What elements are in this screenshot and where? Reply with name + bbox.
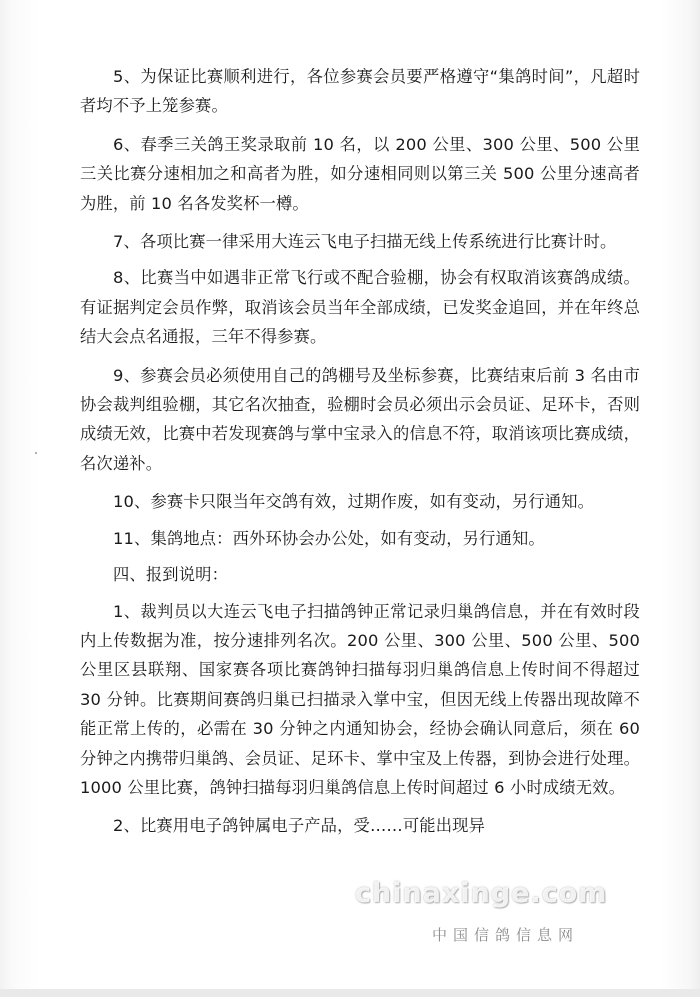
registration-paragraph-1: 1、裁判员以大连云飞电子扫描鸽钟正常记录归巢鸽信息，并在有效时段内上传数据为准，按分速排列名次。200 公里、300 公里、500 公里、500 公里区县联翔、国家赛各项比赛鸽钟扫描每羽归巢鸽信息上传时间不得超过 30 分钟。比赛期间赛鸽归巢已扫描录入掌中宝，但因无线上传器出现故障不能正常上传的，必需在 30 分钟之内通知协会，经协会确认同意后，须在 60 分钟之内携带归巢鸽、会员证、足环卡、掌中宝及上传器，到协会进行处理。1000 公里比赛，鸽钟扫描每羽归巢鸽信息上传时间超过 6 小时成绩无效。 [80,601,640,797]
rule-paragraph-8: 8、比赛当中如遇非正常飞行或不配合验棚，协会有权取消该赛鸽成绩。有证据判定会员作弊，取消该会员当年全部成绩，已发奖金追回，并在年终总结大会点名通报，三年不得参赛。 [80,268,640,347]
section-heading-registration: 四、报到说明： [113,565,229,585]
registration-paragraph-2: 2、比赛用电子鸽钟属电子产品，受……可能出现异 [113,816,485,836]
site-watermark: chinaxinge.com [355,878,608,909]
site-watermark-chinese: 中国信鸽信息网 [432,926,580,944]
scan-speck [35,452,37,454]
rule-paragraph-5: 5、为保证比赛顺利进行，各位参赛会员要严格遵守“集鸽时间”，凡超时者均不予上笼参赛。 [80,67,640,116]
rule-paragraph-11: 11、集鸽地点：西外环协会办公处，如有变动，另行通知。 [113,528,545,548]
rule-paragraph-7: 7、各项比赛一律采用大连云飞电子扫描无线上传系统进行比赛计时。 [113,232,617,252]
rule-paragraph-10: 10、参赛卡只限当年交鸽有效，过期作废，如有变动，另行通知。 [113,492,595,512]
rule-paragraph-9: 9、参赛会员必须使用自己的鸽棚号及坐标参赛，比赛结束后前 3 名由市协会裁判组验棚，其它名次抽查，验棚时会员必须出示会员证、足环卡，否则成绩无效，比赛中若发现赛鸽与掌中宝录入的信息不符，取消该项比赛成绩，名次递补。 [80,365,640,473]
document-body [80,62,640,850]
page-bottom-edge [0,989,700,997]
rule-paragraph-6: 6、春季三关鸽王奖录取前 10 名，以 200 公里、300 公里、500 公里三关比赛分速相加之和高者为胜，如分速相同则以第三关 500 公里分速高者为胜，前 10 名各发奖杯一樽。 [80,134,640,213]
